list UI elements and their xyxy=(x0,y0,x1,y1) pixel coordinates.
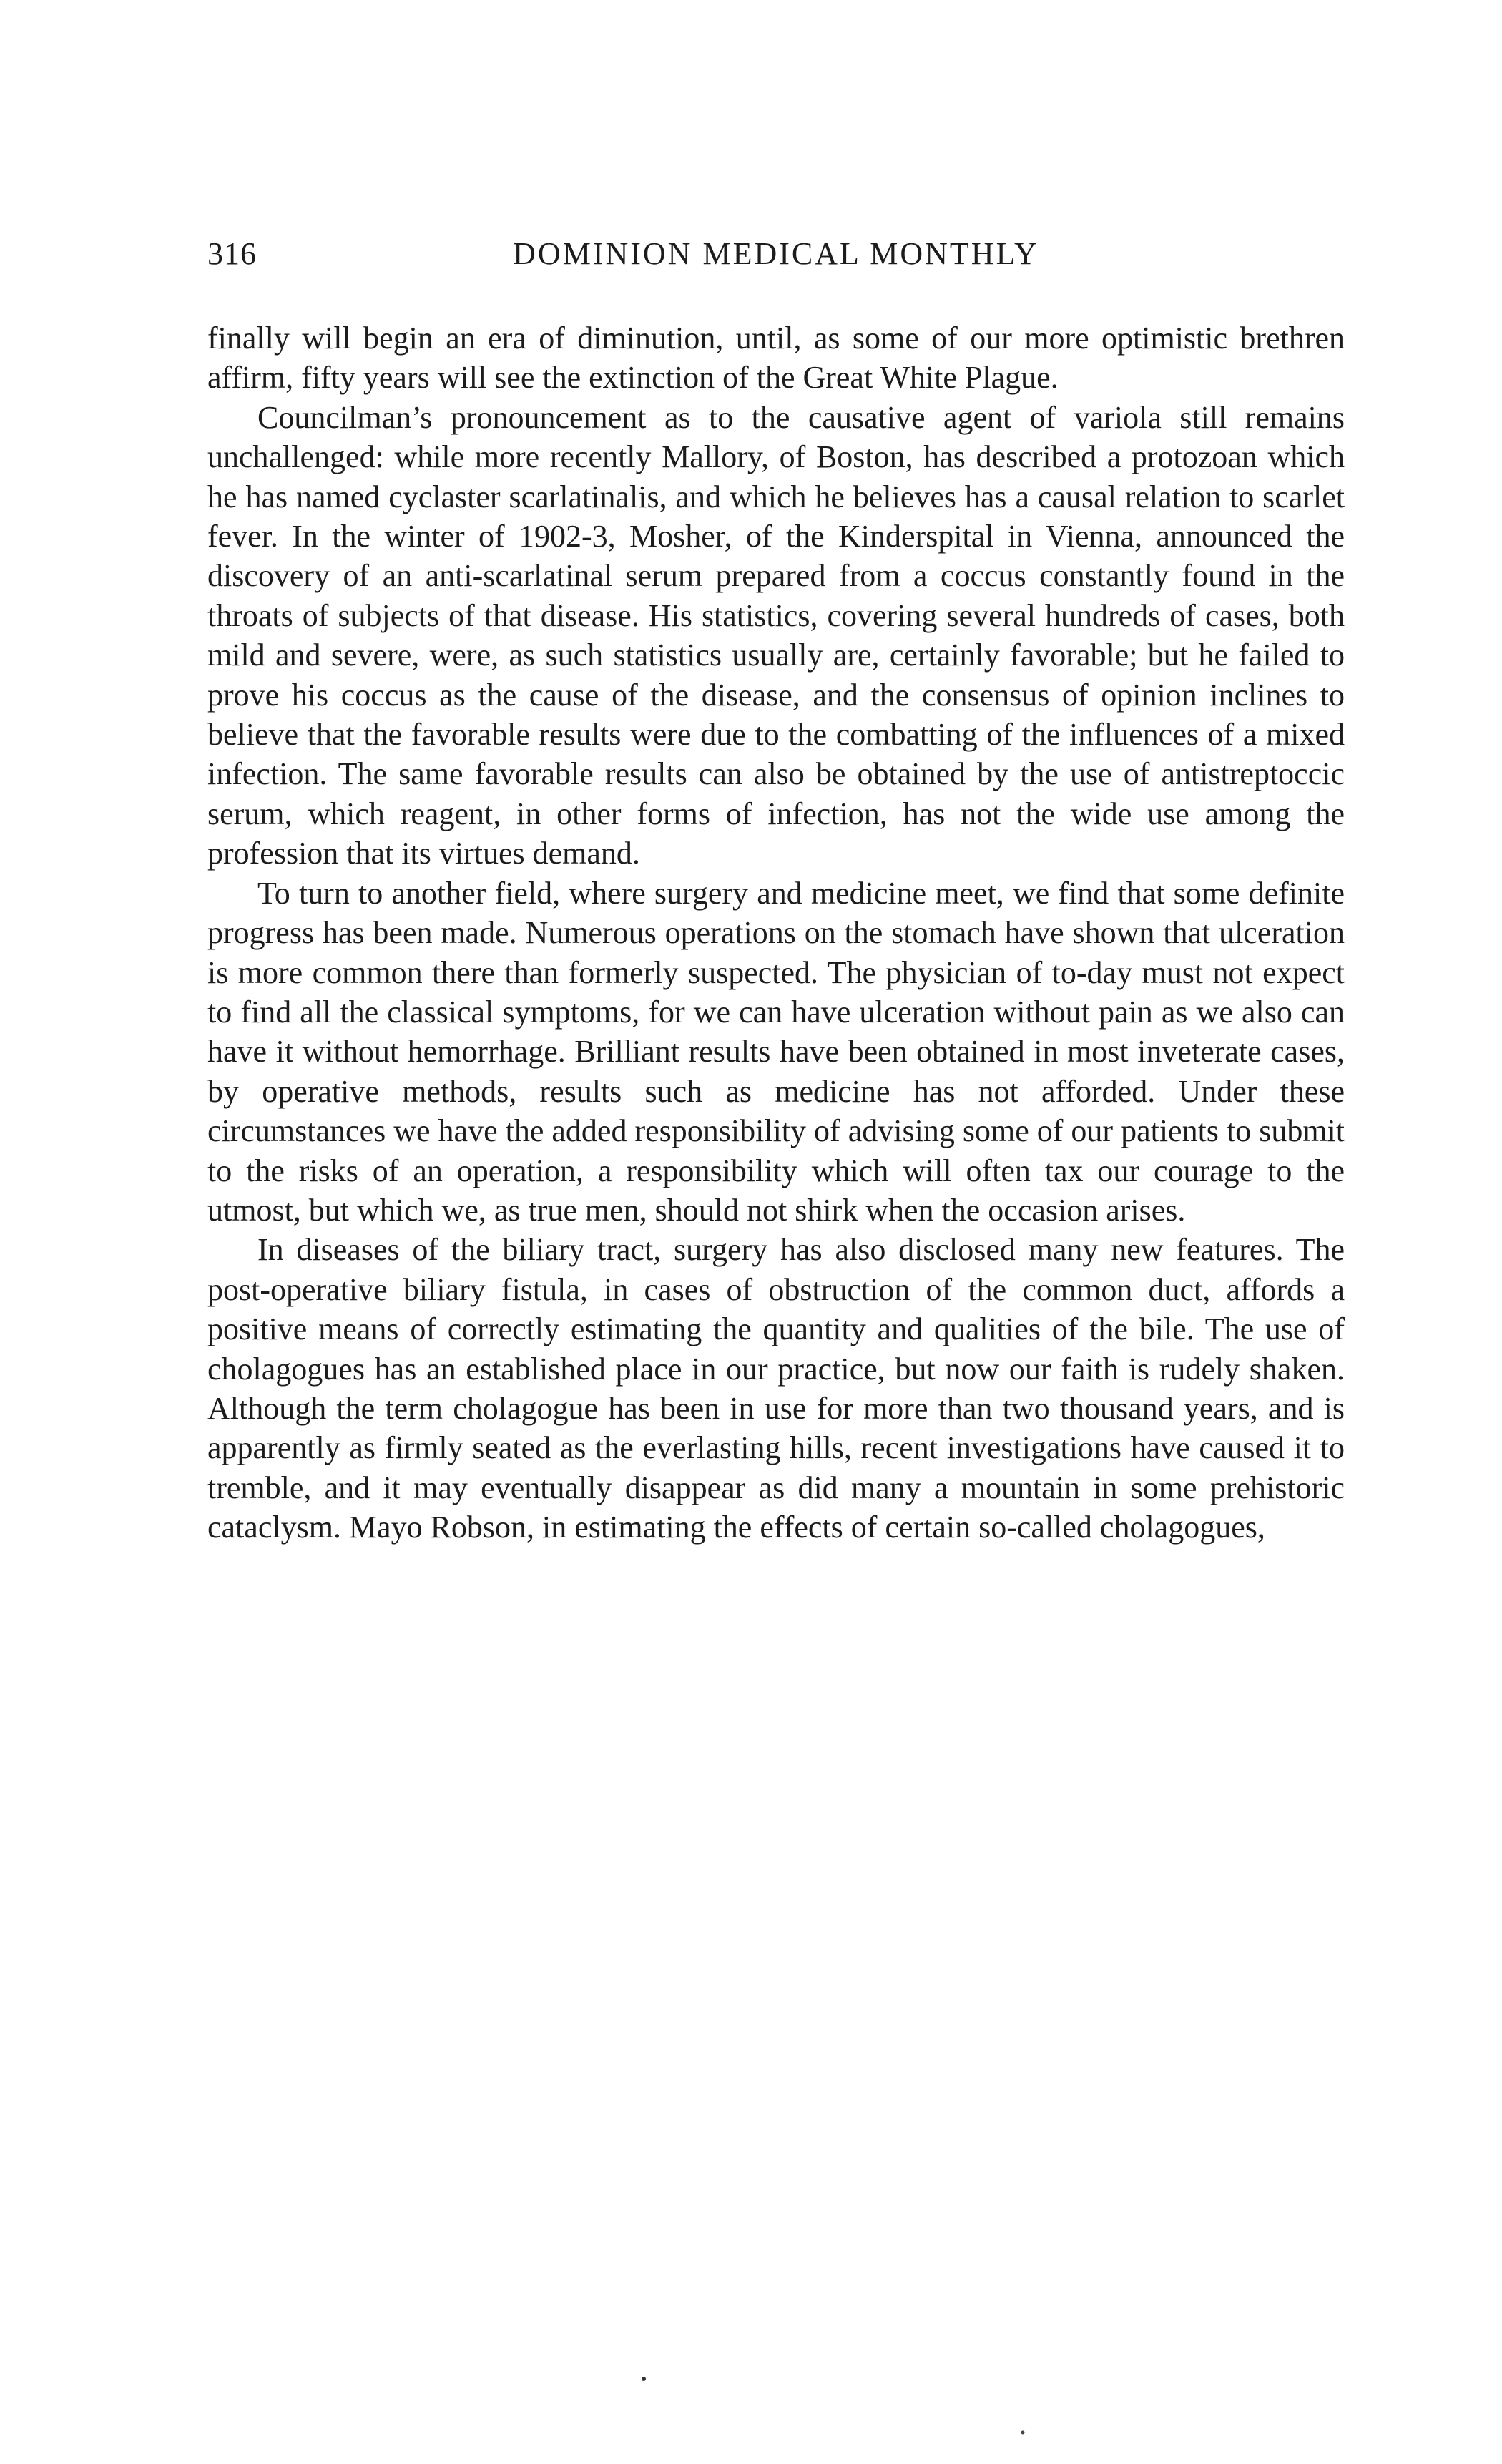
speck xyxy=(642,2377,646,2381)
speck xyxy=(1021,2431,1025,2435)
page-number: 316 xyxy=(207,236,257,271)
paragraph-continuation: finally will begin an era of diminution, until, as some of our more optimistic brethren affirm, fifty years will see the extinction of the Great White Plague. xyxy=(207,321,1345,396)
paragraph-biliary-tract: In diseases of the biliary tract, surgery has also disclosed many new features. The post-operative biliary fistula, in cases of obstruction of the common duct, affords a positive means of correctly estimating the quantity and qualities of the bile. The use of cholagogues has an established place in our practice, but now our faith is rudely shaken. Although the term cholagogue has been in use for more than two thousand years, and is apparently as firmly seated as the everlasting hills, recent investigations have caused it to tremble, and it may eventually disappear as did many a mountain in some prehistoric cataclysm. Mayo Robson, in estimating the effects of certain so-called cholagogues, xyxy=(207,1232,1345,1545)
paragraph-stomach-surgery: To turn to another field, where surgery and medicine meet, we find that some definite progress has been made. Numerous operations on the stomach have shown that ulceration is more common there than formerly suspected. The physician of to-day must not expect to find all the classical symptoms, for we can have ulceration without pain as we also can have it without hemorrhage. Brilliant results have been obtained in most inveterate cases, by operative methods, results such as medicine has not afforded. Under these circumstances we have the added responsibility of advising some of our patients to submit to the risks of an operation, a responsibility which will often tax our courage to the utmost, but which we, as true men, should not shirk when the occasion arises. xyxy=(207,875,1345,1228)
paragraph-variola: Councilman’s pronouncement as to the causative agent of variola still remains unchallenged: while more recently Mallory, of Boston, has described a protozoan which he has named cyclaster scarlatinalis, and which he believes has a causal relation to scarlet fever. In the winter of 1902-3, Mosher, of the Kinderspital in Vienna, announced the discovery of an anti-scarlatinal serum prepared from a coccus constantly found in the throats of subjects of that disease. His statistics, covering several hundreds of cases, both mild and severe, were, as such statistics usually are, certainly favorable; but he failed to prove his coccus as the cause of the disease, and the consensus of opinion inclines to believe that the favorable results were due to the combatting of the influences of a mixed infection. The same favorable results can also be obtained by the use of antistreptoccic serum, which reagent, in other forms of infection, has not the wide use among the profession that its virtues demand. xyxy=(207,399,1345,871)
running-title: DOMINION MEDICAL MONTHLY xyxy=(513,236,1039,271)
